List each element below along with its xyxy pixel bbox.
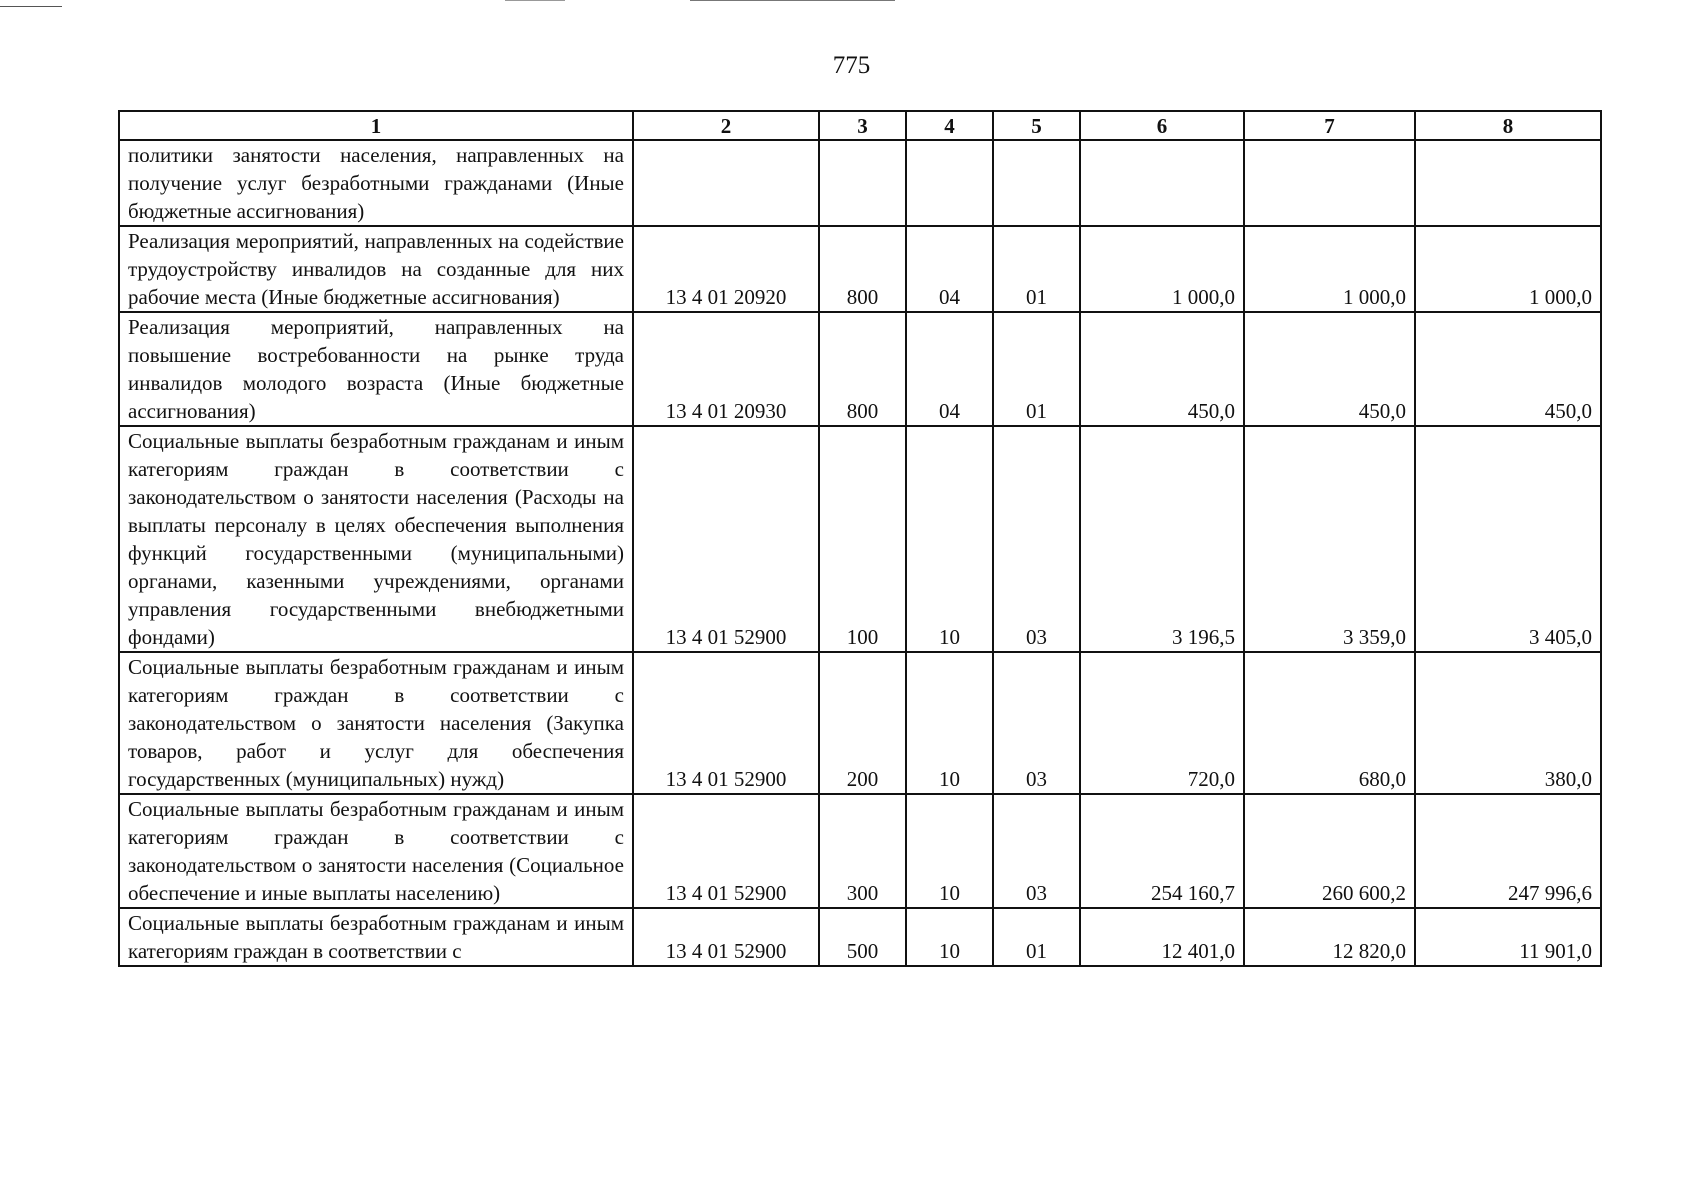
row-expense-type: 200 (819, 652, 906, 794)
column-header: 8 (1415, 111, 1601, 140)
row-amount-col8: 380,0 (1415, 652, 1601, 794)
table-row (119, 652, 1601, 794)
row-section: 10 (906, 652, 993, 794)
row-subsection: 01 (993, 908, 1080, 966)
scan-artifact-line (505, 0, 565, 1)
row-amount-col7: 680,0 (1244, 652, 1415, 794)
column-header: 2 (633, 111, 819, 140)
row-subsection: 03 (993, 794, 1080, 908)
column-header: 6 (1080, 111, 1244, 140)
row-description: Социальные выплаты безработным гражданам и иным категориям граждан в соответствии с законодательством о занятости населения (Закупка товаров, работ и услуг для обеспечения государственных (муниципальных) нужд) (119, 652, 633, 794)
row-amount-col8: 11 901,0 (1415, 908, 1601, 966)
table-row (119, 140, 1601, 226)
row-target-article-code (633, 140, 819, 226)
table-row (119, 794, 1601, 908)
row-amount-col7: 1 000,0 (1244, 226, 1415, 312)
row-expense-type: 100 (819, 426, 906, 652)
row-amount-col6: 12 401,0 (1080, 908, 1244, 966)
row-subsection: 01 (993, 226, 1080, 312)
row-target-article-code: 13 4 01 52900 (633, 794, 819, 908)
row-amount-col8: 450,0 (1415, 312, 1601, 426)
row-amount-col6: 254 160,7 (1080, 794, 1244, 908)
row-amount-col7 (1244, 140, 1415, 226)
row-target-article-code: 13 4 01 52900 (633, 426, 819, 652)
budget-table (118, 110, 1602, 967)
row-target-article-code: 13 4 01 20920 (633, 226, 819, 312)
row-description: Реализация мероприятий, направленных на содействие трудоустройству инвалидов на созданные для них рабочие места (Иные бюджетные ассигнования) (119, 226, 633, 312)
row-amount-col6 (1080, 140, 1244, 226)
row-subsection (993, 140, 1080, 226)
row-amount-col8 (1415, 140, 1601, 226)
row-amount-col8: 247 996,6 (1415, 794, 1601, 908)
row-amount-col8: 3 405,0 (1415, 426, 1601, 652)
column-header: 7 (1244, 111, 1415, 140)
table-row (119, 908, 1601, 966)
table-row (119, 312, 1601, 426)
column-header: 3 (819, 111, 906, 140)
row-amount-col6: 450,0 (1080, 312, 1244, 426)
row-amount-col7: 450,0 (1244, 312, 1415, 426)
column-header: 4 (906, 111, 993, 140)
row-expense-type (819, 140, 906, 226)
row-expense-type: 500 (819, 908, 906, 966)
table-row (119, 226, 1601, 312)
row-section (906, 140, 993, 226)
row-subsection: 03 (993, 652, 1080, 794)
table-row (119, 426, 1601, 652)
row-amount-col6: 1 000,0 (1080, 226, 1244, 312)
row-target-article-code: 13 4 01 52900 (633, 908, 819, 966)
scan-artifact-line (0, 6, 62, 7)
table-header-row (119, 111, 1601, 140)
row-description: Социальные выплаты безработным гражданам и иным категориям граждан в соответствии с (119, 908, 633, 966)
row-section: 10 (906, 908, 993, 966)
row-amount-col8: 1 000,0 (1415, 226, 1601, 312)
column-header: 5 (993, 111, 1080, 140)
row-amount-col7: 260 600,2 (1244, 794, 1415, 908)
page-number: 775 (832, 52, 871, 79)
row-expense-type: 800 (819, 312, 906, 426)
row-expense-type: 300 (819, 794, 906, 908)
row-subsection: 01 (993, 312, 1080, 426)
row-amount-col7: 12 820,0 (1244, 908, 1415, 966)
row-target-article-code: 13 4 01 52900 (633, 652, 819, 794)
row-amount-col6: 3 196,5 (1080, 426, 1244, 652)
row-description: Реализация мероприятий, направленных на повышение востребованности на рынке труда инвалидов молодого возраста (Иные бюджетные ассигнования) (119, 312, 633, 426)
row-description: Социальные выплаты безработным гражданам и иным категориям граждан в соответствии с законодательством о занятости населения (Социальное обеспечение и иные выплаты населению) (119, 794, 633, 908)
row-section: 10 (906, 426, 993, 652)
scan-artifact-line (690, 0, 895, 1)
row-section: 04 (906, 312, 993, 426)
row-description: Социальные выплаты безработным гражданам и иным категориям граждан в соответствии с законодательством о занятости населения (Расходы на выплаты персоналу в целях обеспечения выполнения функций государственными (муниципальными) органами, казенными учреждениями, органами управления государственными внебюджетными фондами) (119, 426, 633, 652)
row-expense-type: 800 (819, 226, 906, 312)
row-description: политики занятости населения, направленных на получение услуг безработными гражданами (Иные бюджетные ассигнования) (119, 140, 633, 226)
row-amount-col7: 3 359,0 (1244, 426, 1415, 652)
row-section: 04 (906, 226, 993, 312)
row-amount-col6: 720,0 (1080, 652, 1244, 794)
row-subsection: 03 (993, 426, 1080, 652)
row-target-article-code: 13 4 01 20930 (633, 312, 819, 426)
row-section: 10 (906, 794, 993, 908)
column-header: 1 (119, 111, 633, 140)
